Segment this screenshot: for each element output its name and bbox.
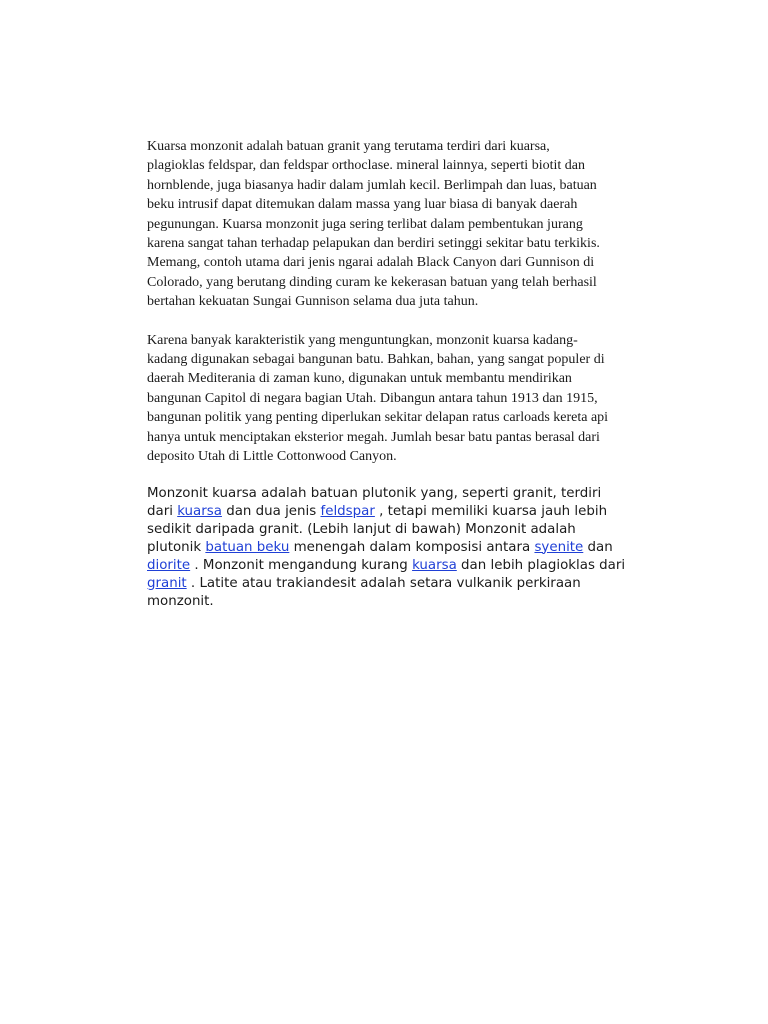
text-line: kadang digunakan sebagai bangunan batu. Bahkan, bahan, yang sangat populer di	[147, 352, 605, 368]
text-fragment: sedikit daripada granit. (Lebih lanjut di bawah) Monzonit adalah	[147, 521, 576, 537]
link-syenite[interactable]: syenite	[534, 539, 584, 555]
text-line	[147, 557, 663, 575]
text-fragment: dan	[583, 539, 613, 555]
text-fragment: monzonit.	[147, 593, 214, 609]
link-batuan-beku[interactable]: batuan beku	[205, 539, 290, 555]
text-line: pegunungan. Kuarsa monzonit juga sering terlibat dalam pembentukan jurang	[147, 216, 583, 232]
document-body	[147, 137, 663, 611]
text-line: bertahan kekuatan Sungai Gunnison selama dua juta tahun.	[147, 294, 479, 310]
link-diorite[interactable]: diorite	[147, 557, 191, 573]
text-line: Kuarsa monzonit adalah batuan granit yang terutama terdiri dari kuarsa,	[147, 139, 550, 154]
text-fragment: dari	[147, 503, 178, 519]
text-line	[147, 539, 663, 557]
text-fragment: , tetapi memiliki kuarsa jauh lebih	[374, 503, 608, 519]
link-granit[interactable]: granit	[147, 575, 187, 591]
text-line: hanya untuk menciptakan eksterior megah. Jumlah besar batu pantas berasal dari	[147, 429, 600, 445]
link-kuarsa-2[interactable]: kuarsa	[412, 557, 457, 573]
text-line	[147, 503, 663, 521]
text-line: Memang, contoh utama dari jenis ngarai adalah Black Canyon dari Gunnison di	[147, 255, 595, 271]
text-line: Karena banyak karakteristik yang menguntungkan, monzonit kuarsa kadang-	[147, 332, 578, 348]
text-line: deposito Utah di Little Cottonwood Canyon.	[147, 449, 397, 465]
text-fragment: dan lebih plagioklas dari	[456, 557, 626, 573]
text-fragment: . Latite atau trakiandesit adalah setara vulkanik perkiraan	[186, 575, 581, 591]
text-line: hornblende, juga biasanya hadir dalam jumlah kecil. Berlimpah dan luas, batuan	[147, 177, 597, 193]
paragraph-monzonit-definition	[147, 485, 663, 611]
text-line	[147, 485, 663, 503]
text-fragment: dan dua jenis	[221, 503, 321, 519]
link-feldspar[interactable]: feldspar	[320, 503, 375, 519]
text-line: plagioklas feldspar, dan feldspar orthoclase. mineral lainnya, seperti biotit dan	[147, 158, 585, 174]
text-line: beku intrusif dapat ditemukan dalam massa yang luar biasa di banyak daerah	[147, 197, 578, 213]
text-line: daerah Mediterania di zaman kuno, digunakan untuk membantu mendirikan	[147, 371, 572, 387]
text-line: bangunan politik yang penting diperlukan sekitar delapan ratus carloads kereta api	[147, 410, 609, 426]
text-fragment: Monzonit kuarsa adalah batuan plutonik yang, seperti granit, terdiri	[147, 485, 602, 501]
paragraph-karakteristik	[147, 331, 663, 467]
text-line: Colorado, yang berutang dinding curam ke kekerasan batuan yang telah berhasil	[147, 274, 597, 290]
text-fragment: menengah dalam komposisi antara	[289, 539, 535, 555]
text-line: karena sangat tahan terhadap pelapukan dan berdiri setinggi sekitar batu terkikis.	[147, 236, 600, 252]
text-fragment: . Monzonit mengandung kurang	[190, 557, 413, 573]
text-line	[147, 593, 663, 611]
text-line: bangunan Capitol di negara bagian Utah. Dibangun antara tahun 1913 dan 1915,	[147, 390, 598, 406]
text-line	[147, 521, 663, 539]
text-line	[147, 575, 663, 593]
paragraph-kuarsa-monzonit	[147, 137, 663, 312]
link-kuarsa[interactable]: kuarsa	[177, 503, 222, 519]
text-fragment: plutonik	[147, 539, 206, 555]
